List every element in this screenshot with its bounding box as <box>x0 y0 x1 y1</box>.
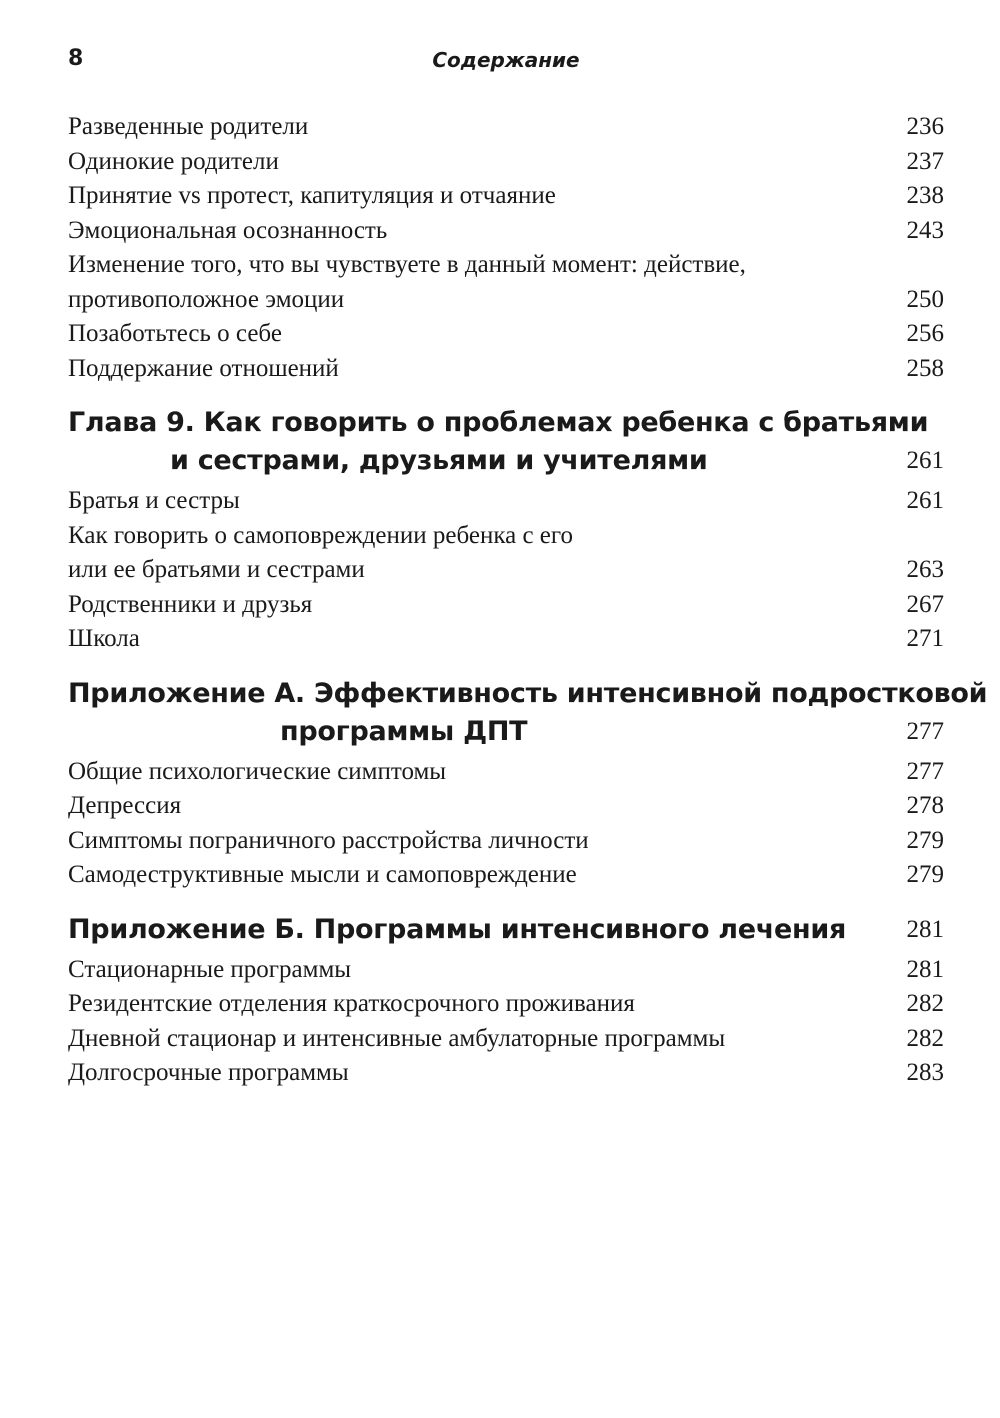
toc-entry-page: 256 <box>906 320 944 347</box>
toc-entry-page: 279 <box>906 826 944 854</box>
appendix-title-line1: Приложение Б. Программы интенсивного лечения <box>68 913 847 945</box>
toc-entry-day-hospital[interactable] <box>68 1022 944 1057</box>
toc-entry-title: Общие психологические симптомы <box>68 757 447 785</box>
toc-entry-title: Симптомы пограничного расстройства личности <box>68 826 589 854</box>
toc-entry-title: Родственники и друзья <box>68 590 313 618</box>
toc-entry-page: 261 <box>906 487 944 514</box>
toc-entry-page: 278 <box>906 792 944 819</box>
toc-entry-title-line2: или ее братьями и сестрами <box>68 556 365 583</box>
toc-entry-page: 263 <box>906 556 944 583</box>
chapter-title-line2: и сестрами, друзьями и учителями <box>170 445 708 476</box>
toc-entry-page: 283 <box>906 1059 944 1086</box>
toc-entry-title: Эмоциональная осознанность <box>68 216 388 244</box>
toc-entry-title: Принятие vs протест, капитуляция и отчаяние <box>68 182 556 209</box>
running-head <box>68 46 944 80</box>
toc-entry-page: 237 <box>906 147 944 175</box>
toc-entry-title: Депрессия <box>68 792 182 819</box>
toc-entry-inpatient[interactable] <box>68 953 944 988</box>
toc-entry-acceptance[interactable] <box>68 179 944 214</box>
toc-entry-self-harm[interactable] <box>68 858 944 893</box>
toc-entry-title: Позаботьтесь о себе <box>68 320 282 347</box>
toc-entry-title: Одинокие родители <box>68 147 279 175</box>
toc-entry-school[interactable] <box>68 622 944 657</box>
chapter-title-line1: Глава 9. Как говорить о проблемах ребенка с братьями <box>68 407 929 438</box>
toc-entry-page: 258 <box>906 354 944 382</box>
toc-entry-residential[interactable] <box>68 987 944 1022</box>
toc-entry-page: 267 <box>906 590 944 618</box>
toc-entry-page: 271 <box>906 625 944 652</box>
toc-entry-long-term[interactable] <box>68 1056 944 1091</box>
toc-appendix-b[interactable] <box>68 911 944 949</box>
appendix-title-line2: программы ДПТ <box>280 715 528 747</box>
toc-chapter-9[interactable] <box>68 404 944 480</box>
toc-entry-title: Школа <box>68 625 140 652</box>
toc-entry-title: Резидентские отделения краткосрочного проживания <box>68 990 635 1017</box>
chapter-page: 261 <box>906 447 944 474</box>
toc-entry-title-line1: Как говорить о самоповреждении ребенка с его <box>68 521 574 549</box>
toc-entry-page: 277 <box>906 757 944 785</box>
toc-entry-page: 236 <box>906 113 944 140</box>
toc-entry-title: Долгосрочные программы <box>68 1059 349 1086</box>
toc-entry-self-care[interactable] <box>68 317 944 352</box>
page-number: 8 <box>68 46 84 71</box>
toc-entry-title-line2: противоположное эмоции <box>68 285 345 313</box>
toc-entry-title-line1: Изменение того, что вы чувствуете в данный момент: действие, <box>68 251 746 278</box>
toc-entry-page: 282 <box>906 1024 944 1052</box>
toc-entry-title: Стационарные программы <box>68 955 352 983</box>
appendix-title-line1: Приложение А. Эффективность интенсивной подростковой <box>68 677 988 709</box>
toc-entry-bpd-symptoms[interactable] <box>68 824 944 859</box>
appendix-page: 277 <box>906 717 944 745</box>
toc-entry-relatives-friends[interactable] <box>68 588 944 623</box>
toc-entry-page: 281 <box>906 955 944 983</box>
toc-entry-maintaining-relationships[interactable] <box>68 352 944 387</box>
table-of-contents <box>68 110 988 1091</box>
toc-entry-title: Дневной стационар и интенсивные амбулаторные программы <box>68 1024 726 1052</box>
toc-entry-title: Самодеструктивные мысли и самоповреждение <box>68 861 577 888</box>
toc-entry-title: Братья и сестры <box>68 487 240 514</box>
toc-entry-title: Поддержание отношений <box>68 354 339 382</box>
appendix-page: 281 <box>906 915 944 943</box>
toc-entry-page: 243 <box>906 216 944 244</box>
toc-entry-depression[interactable] <box>68 789 944 824</box>
toc-entry-talking-to-siblings[interactable] <box>68 519 944 588</box>
toc-entry-divorced-parents[interactable] <box>68 110 944 145</box>
toc-entry-single-parents[interactable] <box>68 145 944 180</box>
toc-entry-title: Разведенные родители <box>68 113 309 140</box>
section-title: Содержание <box>432 48 580 72</box>
toc-entry-page: 250 <box>906 285 944 313</box>
toc-entry-emotional-awareness[interactable] <box>68 214 944 249</box>
toc-entry-page: 282 <box>906 990 944 1017</box>
toc-entry-siblings[interactable] <box>68 484 944 519</box>
toc-entry-general-symptoms[interactable] <box>68 755 944 790</box>
toc-entry-page: 238 <box>906 182 944 209</box>
toc-entry-page: 279 <box>906 861 944 888</box>
toc-entry-opposite-action[interactable] <box>68 248 944 317</box>
toc-appendix-a[interactable] <box>68 675 988 751</box>
